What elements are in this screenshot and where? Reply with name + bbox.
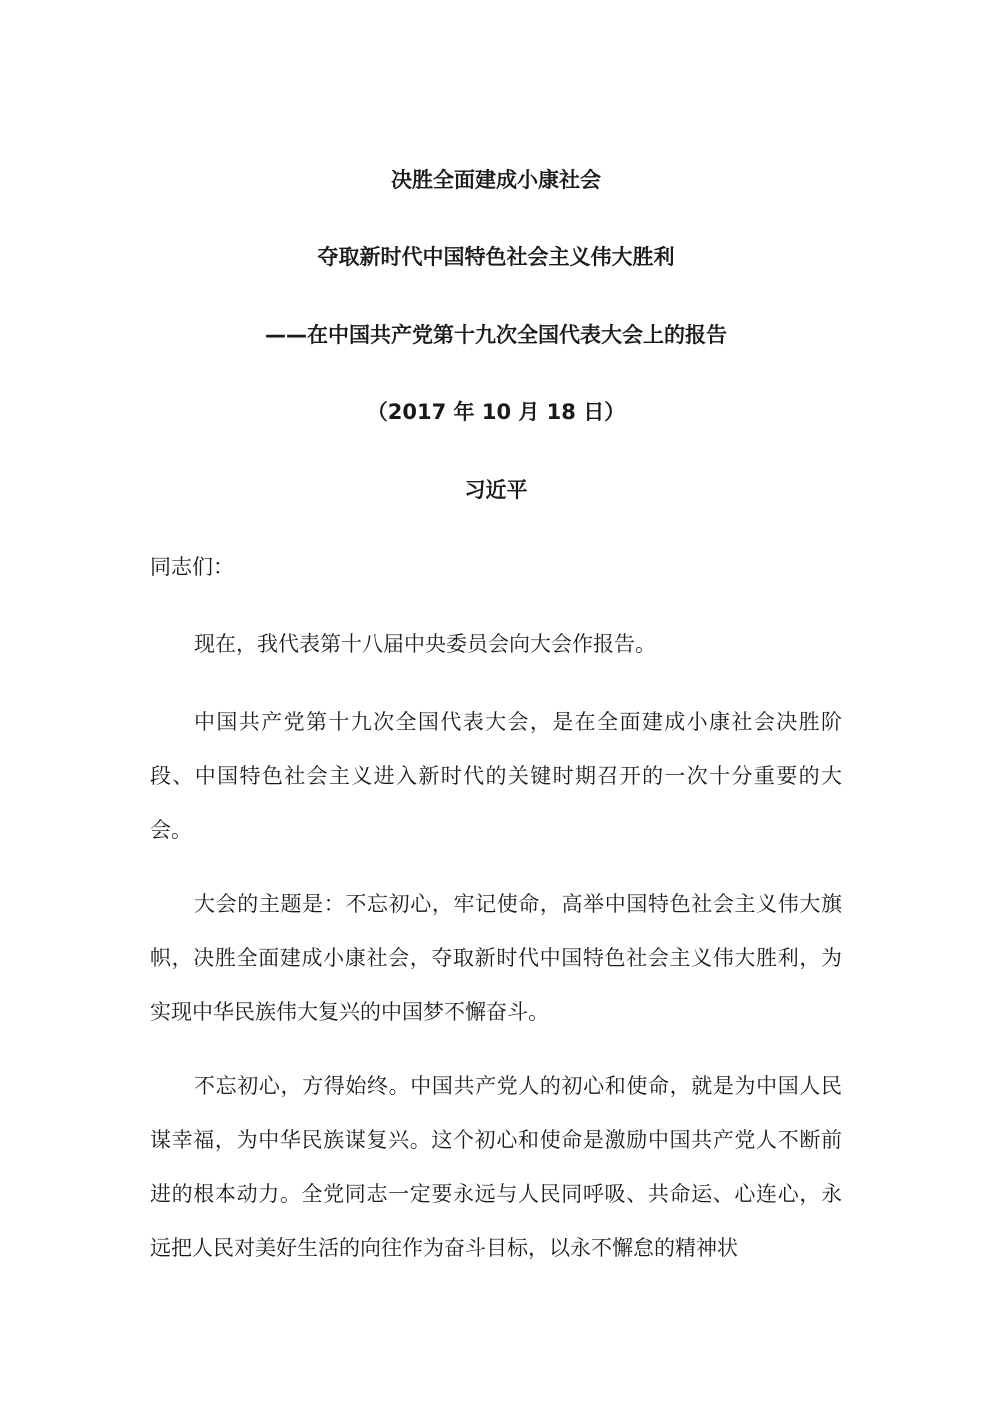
paragraph-2: 中国共产党第十九次全国代表大会，是在全面建成小康社会决胜阶段、中国特色社会主义进入新时代的关键时期召开的一次十分重要的大会。 bbox=[150, 710, 842, 842]
title-line-2: 夺取新时代中国特色社会主义伟大胜利 bbox=[317, 245, 675, 269]
paragraph-3: 大会的主题是：不忘初心，牢记使命，高举中国特色社会主义伟大旗帜，决胜全面建成小康社会，夺取新时代中国特色社会主义伟大胜利，为实现中华民族伟大复兴的中国梦不懈奋斗。 bbox=[150, 892, 842, 1024]
paragraph-1: 现在，我代表第十八届中央委员会向大会作报告。 bbox=[194, 632, 656, 656]
paragraph-4: 不忘初心，方得始终。中国共产党人的初心和使命，就是为中国人民谋幸福，为中华民族谋复兴。这个初心和使命是激励中国共产党人不断前进的根本动力。全党同志一定要永远与人民同呼吸、共命运、心连心，永远把人民对美好生活的向往作为奋斗目标，以永不懈怠的精神状 bbox=[150, 1074, 842, 1260]
title-line-1: 决胜全面建成小康社会 bbox=[391, 168, 601, 192]
salutation: 同志们： bbox=[150, 555, 234, 579]
author-name: 习近平 bbox=[464, 478, 528, 502]
subtitle: ——在中国共产党第十九次全国代表大会上的报告 bbox=[265, 323, 727, 347]
date-line: （2017 年 10 月 18 日） bbox=[366, 400, 626, 424]
